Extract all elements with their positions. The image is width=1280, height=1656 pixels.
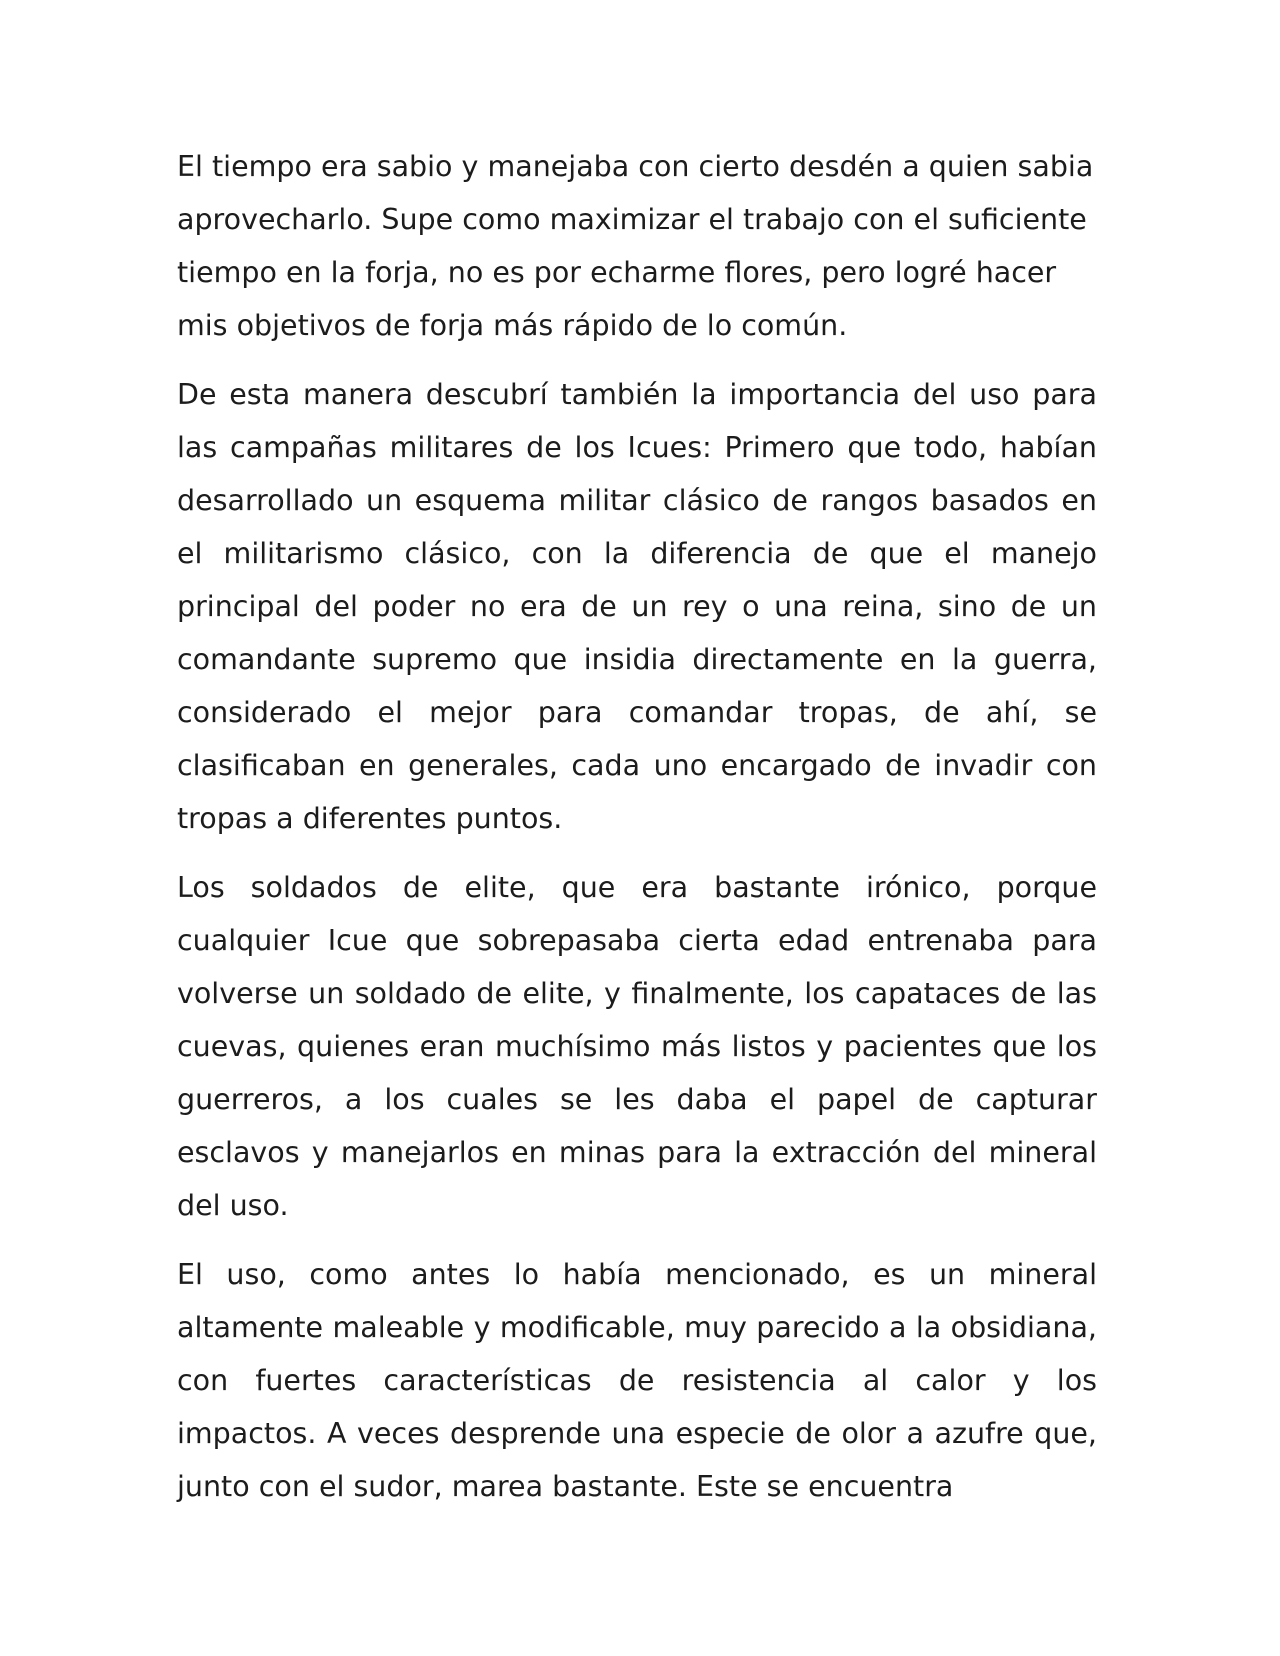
paragraph-2: De esta manera descubrí también la importancia del uso para las campañas militares de los Icues: Primero que todo, habían desarrollado un esquema militar clásico de rangos basados en el militarismo clásico, con la diferencia de que el manejo principal del poder no era de un rey o una reina, sino de un comandante supremo que insidia directamente en la guerra, considerado el mejor para comandar tropas, de ahí, se clasificaban en generales, cada uno encargado de invadir con tropas a diferentes puntos. [177, 378, 1097, 835]
paragraph-3: Los soldados de elite, que era bastante irónico, porque cualquier Icue que sobrepasaba cierta edad entrenaba para volverse un soldado de elite, y finalmente, los capataces de las cuevas, quienes eran muchísimo más listos y pacientes que los guerreros, a los cuales se les daba el papel de capturar esclavos y manejarlos en minas para la extracción del mineral del uso. [177, 871, 1097, 1222]
paragraph-4: El uso, como antes lo había mencionado, es un mineral altamente maleable y modificable, muy parecido a la obsidiana, con fuertes características de resistencia al calor y los impactos. A veces desprende una especie de olor a azufre que, junto con el sudor, marea bastante. Este se encuentra [177, 1258, 1097, 1503]
paragraph-1: El tiempo era sabio y manejaba con cierto desdén a quien sabia aprovecharlo. Supe como maximizar el trabajo con el suficiente tiempo en la forja, no es por echarme flores, pero logré hacer mis objetivos de forja más rápido de lo común. [177, 150, 1094, 342]
document-body [177, 140, 1097, 1529]
